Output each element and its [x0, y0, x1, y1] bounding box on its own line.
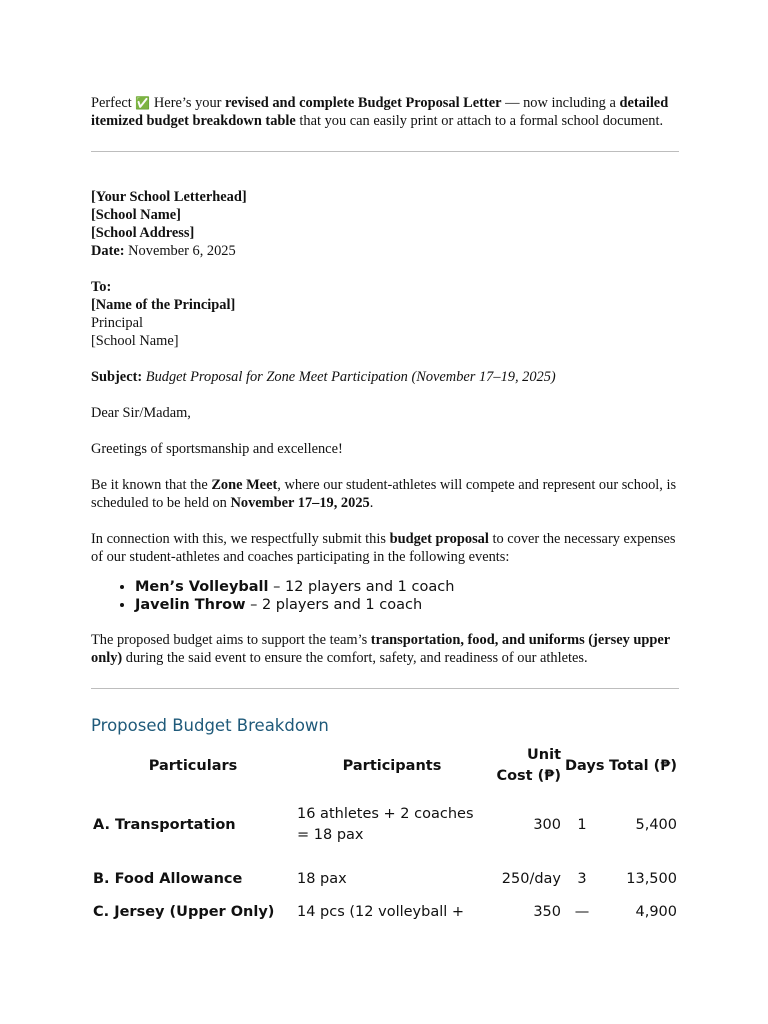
salutation: Dear Sir/Madam,	[91, 405, 191, 421]
cell-particulars: C. Jersey (Upper Only)	[93, 904, 275, 920]
list-item	[135, 578, 679, 596]
para2-text-2: to cover the necessary expenses of our student-athletes and coaches participating in the following events:	[91, 531, 676, 565]
cell-days: 3	[577, 871, 587, 887]
intro-bold-1: revised and complete Budget Proposal Letter	[225, 95, 502, 111]
para2-text-1: In connection with this, we respectfully submit this	[91, 531, 390, 547]
subject-line	[91, 368, 679, 386]
table-row	[91, 787, 679, 863]
paragraph-zone-meet	[91, 476, 679, 512]
para1-bold-2: November 17–19, 2025	[230, 495, 370, 511]
intro-text-2: — now including a	[501, 95, 620, 111]
cell-total: 5,400	[635, 816, 677, 833]
para1-bold-1: Zone Meet	[211, 477, 278, 493]
date-label: Date:	[91, 243, 125, 259]
cell-unit-cost: 350	[533, 904, 561, 920]
principal-title: Principal	[91, 315, 143, 331]
para3-text-1: The proposed budget aims to support the team’s	[91, 632, 371, 648]
paragraph-budget-proposal	[91, 530, 679, 566]
checkmark-icon: ✅	[135, 96, 151, 110]
budget-heading: Proposed Budget Breakdown	[91, 716, 329, 735]
para1-text-1: Be it known that the	[91, 477, 212, 493]
to-label: To:	[91, 279, 112, 295]
cell-days: —	[574, 904, 590, 920]
cell-participants: 18 pax	[297, 871, 347, 887]
school-name: [School Name]	[91, 207, 181, 223]
paragraph-budget-aims	[91, 631, 679, 667]
event-name: Javelin Throw	[135, 597, 246, 613]
recipient-block	[91, 278, 679, 350]
budget-table	[91, 745, 679, 929]
para3-text-2: during the said event to ensure the comfort, safety, and readiness of our athletes.	[122, 650, 588, 666]
list-item	[135, 596, 679, 614]
para3-bold-1: transportation, food, and uniforms (jersey upper only)	[91, 632, 670, 666]
column-header-days: Days	[565, 757, 605, 774]
para1-text-3: .	[369, 495, 374, 511]
subject-text: Budget Proposal for Zone Meet Participation (November 17–19, 2025)	[145, 369, 556, 385]
intro-paragraph	[91, 94, 679, 130]
event-detail: – 12 players and 1 coach	[268, 579, 455, 595]
para1-text-2: , where our student-athletes will compete and represent our school, is scheduled to be held on	[91, 477, 677, 511]
table-row	[91, 896, 679, 929]
cell-total: 13,500	[626, 871, 677, 887]
recipient-school: [School Name]	[91, 333, 179, 349]
greeting: Greetings of sportsmanship and excellence!	[91, 441, 343, 457]
column-header-participants: Participants	[342, 757, 442, 774]
table-row	[91, 863, 679, 896]
intro-bold-2: detailed itemized budget breakdown table	[91, 95, 669, 129]
intro-perfect: Perfect	[91, 95, 132, 111]
cell-unit-cost: 300	[533, 816, 561, 833]
column-header-particulars: Particulars	[148, 757, 238, 774]
date-value: November 6, 2025	[124, 243, 236, 259]
document-page	[91, 94, 679, 929]
divider	[91, 151, 679, 152]
letterhead: [Your School Letterhead]	[91, 189, 247, 205]
cell-participants: 14 pcs (12 volleyball +	[297, 904, 465, 920]
principal-name: [Name of the Principal]	[91, 297, 236, 313]
column-header-unit-cost: Unit Cost (₱)	[496, 747, 561, 784]
intro-text-1: Here’s your	[150, 95, 226, 111]
column-header-total: Total (₱)	[608, 757, 677, 774]
subject-label: Subject:	[91, 369, 143, 385]
cell-particulars: B. Food Allowance	[93, 871, 243, 887]
events-list	[91, 578, 679, 614]
cell-unit-cost: 250/day	[501, 871, 561, 887]
para2-bold-1: budget proposal	[389, 531, 489, 547]
cell-particulars: A. Transportation	[93, 816, 236, 833]
cell-participants: 16 athletes + 2 coaches = 18 pax	[297, 806, 474, 843]
letter-header	[91, 188, 679, 260]
cell-total: 4,900	[635, 904, 677, 920]
event-detail: – 2 players and 1 coach	[245, 597, 423, 613]
intro-text-3: that you can easily print or attach to a formal school document.	[295, 113, 664, 129]
event-name: Men’s Volleyball	[135, 579, 269, 595]
table-header-row	[91, 745, 679, 787]
cell-days: 1	[577, 816, 587, 833]
school-address: [School Address]	[91, 225, 195, 241]
divider	[91, 688, 679, 689]
